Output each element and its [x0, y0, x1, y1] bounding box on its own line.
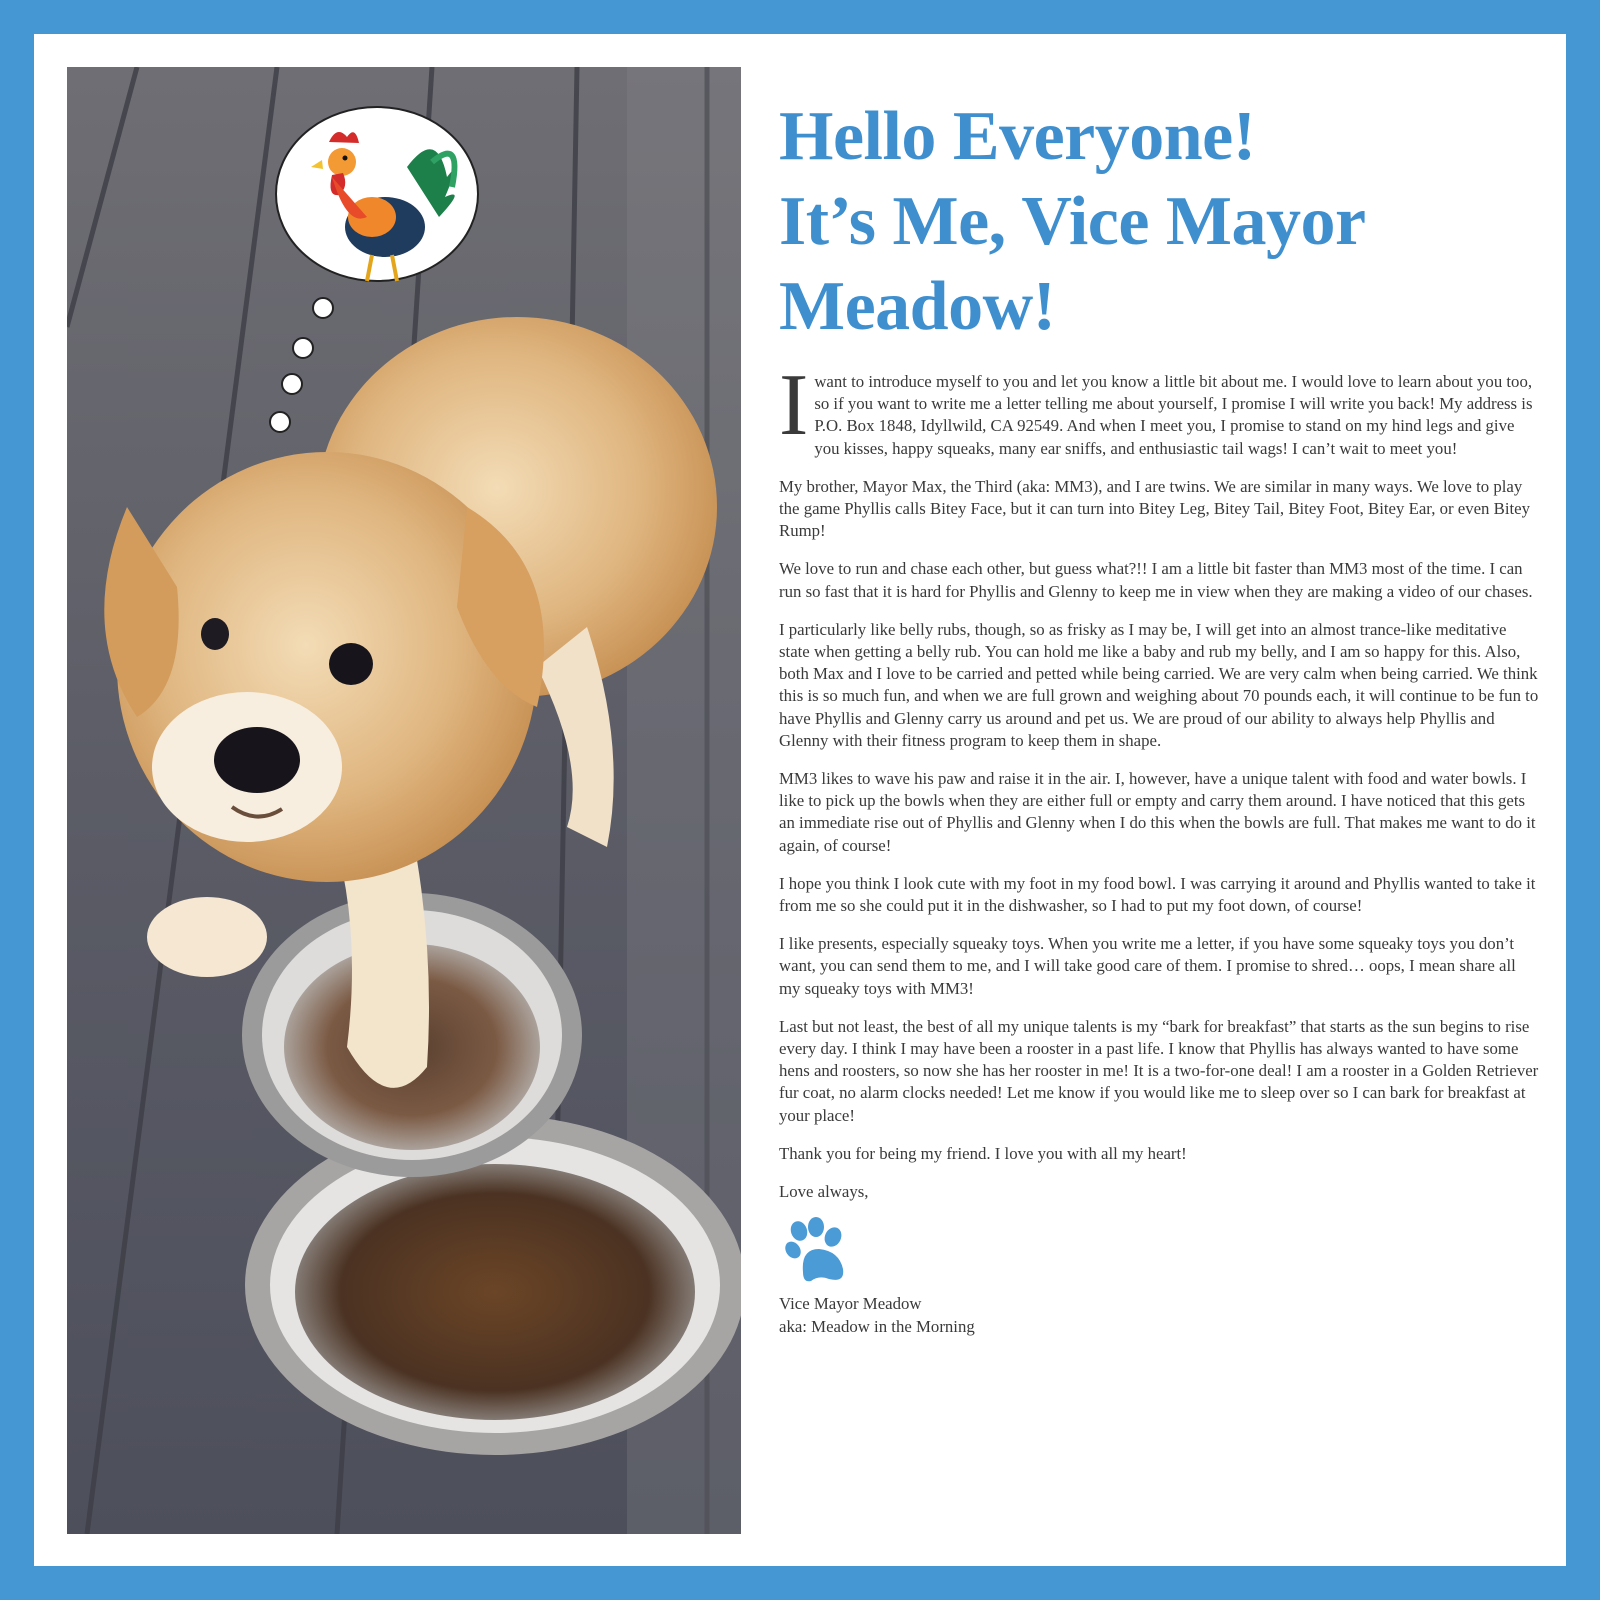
paragraph-bark-for-breakfast: Last but not least, the best of all my unique talents is my “bark for breakfast” that starts as the sun begins to rise every day. I think I may have been a rooster in a past life. I know that Phyllis has always wanted to have some hens and roosters, so now she has her rooster in me! It is a two-for-one deal! I am a rooster in a Golden Retriever fur coat, no alarm clocks needed! Let me know if you would like me to sleep over so I can bark for breakfast at your place!: [779, 1016, 1539, 1125]
headline: [779, 94, 1539, 349]
paragraph-foot-in-bowl: I hope you think I look cute with my foot in my food bowl. I was carrying it around and Phyllis wanted to take it from me so she could put it in the dishwasher, so I had to put my foot down, of course!: [779, 873, 1536, 916]
letter-column: [779, 94, 1539, 1338]
paragraph-bowls: MM3 likes to wave his paw and raise it in the air. I, however, have a unique talent with food and water bowls. I like to pick up the bowls when they are either full or empty and carry them around. I have noticed that this gets an immediate rise out of Phyllis and Glenny when I do this when the bowls are full. That makes me want to do it again, of course!: [779, 769, 1536, 855]
paragraph-thank-you: Thank you for being my friend. I love you with all my heart!: [779, 1143, 1187, 1163]
signature-aka: aka: Meadow in the Morning: [779, 1316, 975, 1336]
headline-line-2: It’s Me, Vice Mayor: [779, 183, 1366, 260]
headline-line-1: Hello Everyone!: [779, 98, 1256, 175]
paragraph-intro: [779, 357, 1539, 460]
food-bowl-front: [245, 1115, 741, 1455]
paragraph-squeaky-toys: I like presents, especially squeaky toys. When you write me a letter, if you have some squeaky toys you don’t want, you can send them to me, and I will take good care of them. I promise to shred… oops, I mean share all my squeaky toys with MM3!: [779, 934, 1516, 998]
headline-line-3: Meadow!: [779, 268, 1056, 345]
paragraph-chase: We love to run and chase each other, but guess what?!! I am a little bit faster than MM3 most of the time. I can run so fast that it is hard for Phyllis and Glenny to keep me in view when they are making a video of our chases.: [779, 559, 1533, 601]
puppy-photo: [67, 67, 741, 1534]
paw-print-icon: [783, 1217, 853, 1287]
paragraph-belly-rubs: I particularly like belly rubs, though, so as frisky as I may be, I will get into an almost trance-like meditative state when getting a belly rub. You can hold me like a baby and rub my belly, and I am so happy for this. Also, both Max and I love to be carried and petted while being carried. We are very calm when being carried. We think this is so much fun, and when we are full grown and weighing about 70 pounds each, it will continue to be fun to have Phyllis and Glenny carry us around and pet us. We are proud of our ability to always help Phyllis and Glenny with their fitness program to keep them in shape.: [779, 619, 1539, 750]
closing-line: Love always,: [779, 1182, 869, 1202]
signature-name: Vice Mayor Meadow: [779, 1294, 922, 1314]
drop-cap: I: [779, 357, 809, 454]
paragraph-twins: My brother, Mayor Max, the Third (aka: MM3), and I are twins. We are similar in many ways. We love to play the game Phyllis calls Bitey Face, but it can turn into Bitey Leg, Bitey Tail, Bitey Foot, Bitey Ear, or even Bitey Rump!: [779, 476, 1531, 541]
page: [34, 34, 1566, 1566]
signature: [779, 1293, 1539, 1337]
paragraph-intro-text: want to introduce myself to you and let you know a little bit about me. I would love to learn about you too, so if you want to write me a letter telling me about yourself, I promise I will write you back! My address is P.O. Box 1848, Idyllwild, CA 92549. And when I meet you, I promise to stand on my hind legs and give you kisses, happy squeaks, many ear sniffs, and enthusiastic tail wags! I can’t wait to meet you!: [814, 372, 1533, 458]
